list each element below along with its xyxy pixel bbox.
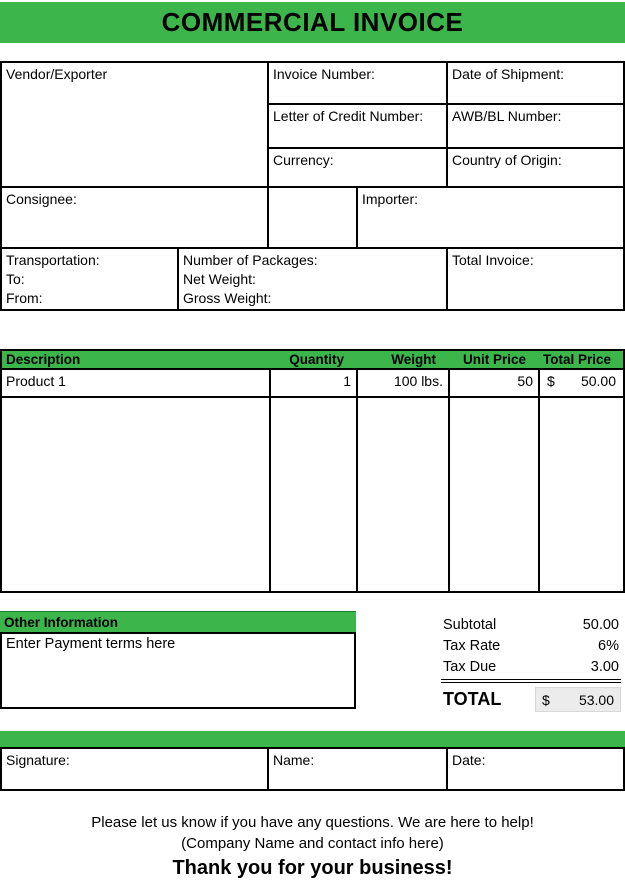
column-header-unit-price: Unit Price <box>462 352 526 367</box>
consignee-cell[interactable] <box>2 188 269 247</box>
name-cell[interactable] <box>269 749 448 789</box>
subtotal-label: Subtotal <box>443 616 497 633</box>
transportation-row <box>2 247 623 309</box>
footer <box>0 812 625 881</box>
grand-total-row <box>441 687 621 712</box>
date-cell[interactable] <box>448 749 623 789</box>
other-information-header <box>0 611 356 632</box>
grand-total-currency-symbol: $ <box>542 691 550 708</box>
item-weight-cell[interactable]: 100 lbs. <box>356 370 448 396</box>
currency-label: Currency: <box>273 152 334 168</box>
payment-terms-text: Enter Payment terms here <box>6 636 176 652</box>
consignee-label: Consignee: <box>6 191 77 207</box>
date-label: Date: <box>452 752 486 768</box>
items-table <box>0 349 625 593</box>
tax-due-label: Tax Due <box>443 658 497 675</box>
empty-unit-price-cell[interactable] <box>448 398 538 591</box>
total-invoice-cell[interactable] <box>448 249 623 309</box>
column-header-total-price: Total Price <box>542 352 611 367</box>
importer-cell[interactable] <box>358 188 623 247</box>
item-unit-price-cell[interactable]: 50 <box>448 370 538 396</box>
grand-total-amount-box <box>535 687 621 712</box>
packages-cell[interactable] <box>179 249 448 309</box>
tax-due-value: 3.00 <box>590 658 619 675</box>
net-weight-label: Net Weight: <box>183 271 256 287</box>
tax-due-row <box>441 656 621 677</box>
header-info-table <box>0 61 625 311</box>
date-of-shipment-label: Date of Shipment: <box>452 66 565 82</box>
item-total-price-cell[interactable] <box>538 370 623 396</box>
footer-help-line: Please let us know if you have any questions. We are here to help! <box>91 814 534 831</box>
footer-thank-you-line: Thank you for your business! <box>172 857 453 879</box>
footer-company-line: (Company Name and contact info here) <box>181 835 444 852</box>
to-label: To: <box>6 271 25 287</box>
payment-terms-box[interactable] <box>0 632 356 709</box>
subtotal-row <box>441 614 621 635</box>
gross-weight-label: Gross Weight: <box>183 290 272 306</box>
name-label: Name: <box>273 752 315 768</box>
bottom-section <box>0 611 625 712</box>
total-invoice-label: Total Invoice: <box>452 252 534 268</box>
item-description-cell[interactable]: Product 1 <box>6 373 66 389</box>
transportation-cell[interactable] <box>2 249 179 309</box>
item-total-currency-symbol: $ <box>547 373 555 389</box>
empty-description-cell[interactable] <box>2 398 269 591</box>
tax-rate-row <box>441 635 621 656</box>
country-of-origin-label: Country of Origin: <box>452 152 562 168</box>
column-header-quantity: Quantity <box>289 352 344 367</box>
header-info-top-grid <box>2 63 623 186</box>
totals-divider <box>441 679 621 683</box>
consignee-row <box>2 186 623 247</box>
page-title: COMMERCIAL INVOICE <box>161 7 464 37</box>
awb-bl-cell[interactable] <box>448 105 623 149</box>
other-information-block <box>0 611 356 709</box>
empty-total-price-cell[interactable] <box>538 398 623 591</box>
subtotal-value: 50.00 <box>582 616 619 633</box>
country-of-origin-cell[interactable] <box>448 149 623 186</box>
items-table-header <box>2 351 623 370</box>
item-quantity-cell[interactable]: 1 <box>269 370 356 396</box>
grand-total-label: TOTAL <box>443 689 502 709</box>
letter-of-credit-cell[interactable] <box>269 105 448 149</box>
column-header-weight: Weight <box>391 352 436 367</box>
letter-of-credit-label: Letter of Credit Number: <box>273 108 424 124</box>
consignee-spacer-cell[interactable] <box>269 188 358 247</box>
empty-weight-cell[interactable] <box>356 398 448 591</box>
items-empty-rows <box>2 398 623 591</box>
from-label: From: <box>6 290 43 306</box>
signature-section-bar <box>0 731 625 747</box>
item-row <box>2 370 623 398</box>
transportation-label: Transportation: <box>6 252 100 268</box>
signature-label: Signature: <box>6 752 70 768</box>
vendor-exporter-label: Vendor/Exporter <box>6 66 108 82</box>
grand-total-value: 53.00 <box>578 691 614 708</box>
invoice-number-label: Invoice Number: <box>273 66 375 82</box>
other-information-title: Other Information <box>4 614 118 630</box>
totals-block <box>441 611 621 712</box>
signature-cell[interactable] <box>2 749 269 789</box>
item-total-value: 50.00 <box>580 373 616 389</box>
number-of-packages-label: Number of Packages: <box>183 252 318 268</box>
tax-rate-label: Tax Rate <box>443 637 501 654</box>
invoice-number-cell[interactable] <box>269 63 448 105</box>
empty-quantity-cell[interactable] <box>269 398 356 591</box>
importer-label: Importer: <box>362 191 419 207</box>
signature-table <box>0 747 625 791</box>
currency-cell[interactable] <box>269 149 448 186</box>
date-of-shipment-cell[interactable] <box>448 63 623 105</box>
awb-bl-label: AWB/BL Number: <box>452 108 562 124</box>
tax-rate-value[interactable]: 6% <box>598 637 619 654</box>
title-bar <box>0 2 625 43</box>
column-header-description: Description <box>6 352 81 367</box>
vendor-exporter-cell[interactable] <box>2 63 269 186</box>
